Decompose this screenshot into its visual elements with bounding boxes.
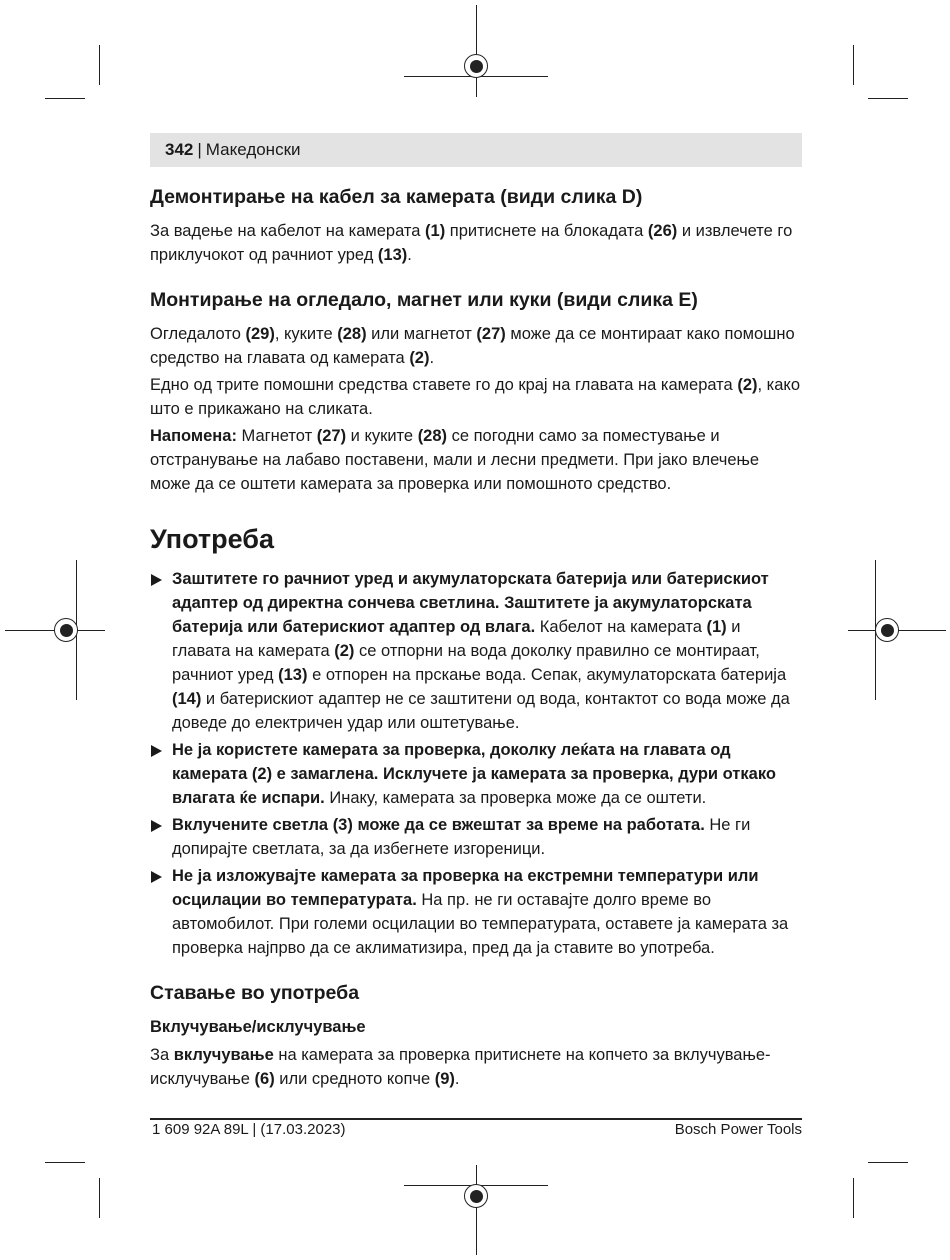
paragraph-note: Напомена: Магнетот (27) и куките (28) се погодни само за поместување и отстранување на лабаво поставени, мали и лесни предмети. При јако влечење може да се оштети камерата за проверка или помошното средство. bbox=[150, 427, 760, 493]
heading-start-up: Ставање во употреба bbox=[150, 982, 360, 1004]
header-separator: | bbox=[197, 140, 202, 159]
header-language: Македонски bbox=[205, 140, 301, 159]
bullet-triangle-icon bbox=[151, 745, 162, 757]
safety-list bbox=[150, 567, 802, 960]
page-number: 342 bbox=[165, 140, 194, 159]
crop-mark bbox=[476, 5, 477, 97]
footer-doc-id: 1 609 92A 89L | (17.03.2023) bbox=[152, 1121, 346, 1138]
subheading-on-off: Вклучување/исклучување bbox=[150, 1018, 366, 1036]
note-label: Напомена: bbox=[150, 427, 237, 445]
crop-mark bbox=[99, 45, 100, 85]
list-item: Вклучените светла (3) може да се вжештат за време на работата. Не ги допирајте светлата, за да избегнете изгореници. bbox=[150, 813, 802, 861]
crop-mark bbox=[853, 45, 854, 85]
paragraph-mirror-2: Едно од трите помошни средства ставете го до крај на главата на камерата (2), како што е прикажано на сликата. bbox=[150, 376, 801, 418]
footer-brand: Bosch Power Tools bbox=[674, 1121, 802, 1138]
list-item: Не ја користете камерата за проверка, доколку леќата на главата од камерата (2) е замаглена. Исклучете ја камерата за проверка, дури откако влагата ќе испари. Инаку, камерата за проверка може да се оштети. bbox=[150, 738, 802, 810]
paragraph-cable-removal: За вадење на кабелот на камерата (1) притиснете на блокадата (26) и извлечете го приклучокот од рачниот уред (13). bbox=[150, 222, 793, 264]
heading-cable-removal: Демонтирање на кабел за камерата (види слика D) bbox=[150, 186, 643, 208]
bullet-triangle-icon bbox=[151, 574, 162, 586]
registration-mark-icon bbox=[54, 618, 78, 642]
bullet-triangle-icon bbox=[151, 820, 162, 832]
registration-mark-icon bbox=[875, 618, 899, 642]
crop-mark bbox=[45, 98, 85, 99]
registration-mark-icon bbox=[464, 1184, 488, 1208]
crop-mark bbox=[853, 1178, 854, 1218]
crop-mark bbox=[476, 1165, 477, 1255]
list-item: Не ја изложувајте камерата за проверка на екстремни температури или осцилации во температурата. На пр. не ги оставајте долго време во автомобилот. При големи осцилации во температурата, оставете ја камерата за проверка најпрво да се аклиматизира, пред да ја ставите во употреба. bbox=[150, 864, 802, 960]
registration-mark-icon bbox=[464, 54, 488, 78]
crop-mark bbox=[99, 1178, 100, 1218]
crop-mark bbox=[868, 98, 908, 99]
page-content bbox=[150, 183, 802, 1094]
bullet-triangle-icon bbox=[151, 871, 162, 883]
paragraph-on-off: За вклучување на камерата за проверка притиснете на копчето за вклучување-исклучување (6) или средното копче (9). bbox=[150, 1046, 771, 1088]
paragraph-mirror-1: Огледалото (29), куките (28) или магнетот (27) може да се монтираат како помошно средство на главата од камерата (2). bbox=[150, 325, 795, 367]
list-item: Заштитете го рачниот уред и акумулаторската батерија или батерискиот адаптер од директна сончева светлина. Заштитете ја акумулаторската батерија или батерискиот адаптер од влага. Кабелот на камерата (1) и главата на камерата (2) се отпорни на вода доколку правилно се монтираат, рачниот уред (13) е отпорен на прскање вода. Сепак, акумулаторската батерија (14) и батерискиот адаптер не се заштитени од вода, контактот со вода може да доведе до електричен удар или оштетување. bbox=[150, 567, 802, 735]
crop-mark bbox=[868, 1162, 908, 1163]
page-header bbox=[150, 133, 802, 167]
footer-divider bbox=[150, 1118, 802, 1120]
heading-usage: Употреба bbox=[150, 524, 274, 554]
crop-mark bbox=[45, 1162, 85, 1163]
heading-mirror-mounting: Монтирање на огледало, магнет или куки (види слика E) bbox=[150, 289, 698, 311]
